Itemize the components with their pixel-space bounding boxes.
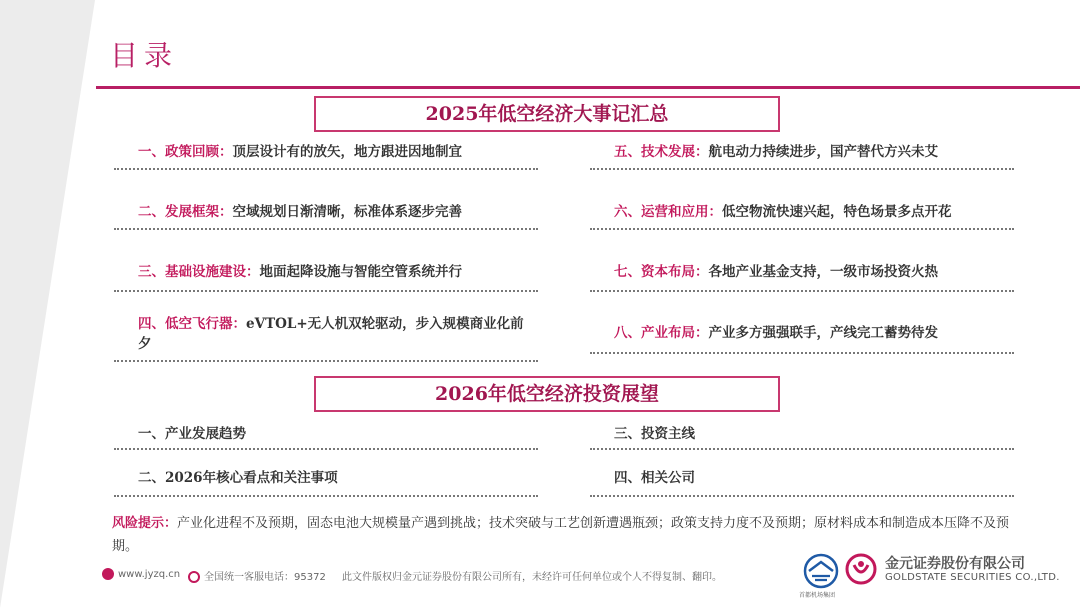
toc-item-label: 七、资本布局： — [614, 264, 709, 280]
toc-item-investment-lines[interactable]: 三、投资主线 — [614, 426, 695, 442]
dotted-divider — [114, 290, 538, 292]
decorative-corner — [0, 0, 95, 608]
title-divider — [96, 86, 1080, 89]
globe-icon — [102, 568, 114, 580]
toc-item-tech[interactable] — [614, 142, 1034, 162]
dotted-divider — [114, 168, 538, 170]
dotted-divider — [114, 448, 538, 450]
toc-item-text: 顶层设计有的放矢，地方跟进因地制宜 — [232, 144, 462, 160]
dotted-divider — [590, 290, 1014, 292]
dotted-divider — [114, 228, 538, 230]
risk-label: 风险提示： — [112, 516, 178, 531]
toc-item-text: 低空物流快速兴起，特色场景多点开花 — [722, 204, 952, 220]
toc-item-text: 空域规划日渐清晰，标准体系逐步完善 — [232, 204, 462, 220]
toc-item-trends[interactable]: 一、产业发展趋势 — [138, 426, 246, 442]
toc-item-framework[interactable] — [138, 202, 548, 222]
toc-item-operations[interactable] — [614, 202, 1034, 222]
dotted-divider — [114, 360, 538, 362]
toc-item-text: 产业多方强强联手，产线完工蓄势待发 — [708, 325, 938, 341]
dotted-divider — [114, 495, 538, 497]
toc-item-label: 四、低空飞行器： — [138, 316, 246, 332]
footer-copyright: 此文件版权归金元证券股份有限公司所有，未经许可任何单位或个人不得复制、翻印。 — [342, 572, 722, 583]
toc-item-infrastructure[interactable] — [138, 262, 548, 282]
dotted-divider — [590, 352, 1014, 354]
dotted-divider — [590, 168, 1014, 170]
toc-item-text: 各地产业基金支持，一级市场投资火热 — [708, 264, 938, 280]
toc-item-aircraft[interactable] — [138, 314, 528, 354]
toc-item-label: 六、运营和应用： — [614, 204, 722, 220]
company-name-cn: 金元证券股份有限公司 — [885, 556, 1025, 572]
airport-group-logo-icon — [803, 553, 839, 589]
section-heading-2026: 2026年低空经济投资展望 — [314, 376, 780, 412]
toc-item-label: 三、基础设施建设： — [138, 264, 260, 280]
toc-item-text: eVTOL+无人机双轮驱动，步入规模商业化前夕 — [138, 316, 524, 352]
toc-item-capital[interactable] — [614, 262, 1034, 282]
dotted-divider — [590, 448, 1014, 450]
footer-hotline — [188, 568, 326, 583]
goldstate-logo-icon — [845, 553, 877, 585]
phone-icon — [188, 571, 200, 583]
toc-item-highlights[interactable]: 二、2026年核心看点和关注事项 — [138, 470, 338, 486]
section-heading-2025: 2025年低空经济大事记汇总 — [314, 96, 780, 132]
toc-item-label: 二、发展框架： — [138, 204, 233, 220]
dotted-divider — [590, 495, 1014, 497]
group-name: 首都机场集团 — [799, 592, 836, 599]
toc-item-text: 航电动力持续进步，国产替代方兴未艾 — [708, 144, 938, 160]
toc-item-policy[interactable] — [138, 142, 548, 162]
toc-item-label: 八、产业布局： — [614, 325, 709, 341]
hotline-text: 全国统一客服电话：95372 — [204, 572, 326, 583]
toc-item-label: 五、技术发展： — [614, 144, 709, 160]
website-text: www.jyzq.cn — [118, 569, 181, 580]
risk-warning — [112, 512, 1032, 558]
toc-item-label: 一、政策回顾： — [138, 144, 233, 160]
footer-website[interactable] — [102, 568, 180, 580]
toc-item-text: 地面起降设施与智能空管系统并行 — [259, 264, 462, 280]
dotted-divider — [590, 228, 1014, 230]
toc-item-industry[interactable] — [614, 323, 1034, 343]
page-title: 目录 — [110, 39, 179, 72]
company-name-en: GOLDSTATE SECURITIES CO.,LTD. — [885, 572, 1060, 583]
toc-item-companies[interactable]: 四、相关公司 — [614, 470, 695, 486]
risk-text: 产业化进程不及预期，固态电池大规模量产遇到挑战；技术突破与工艺创新遭遇瓶颈；政策支持力度不及预期；原材料成本和制造成本压降不及预期。 — [112, 516, 1010, 554]
